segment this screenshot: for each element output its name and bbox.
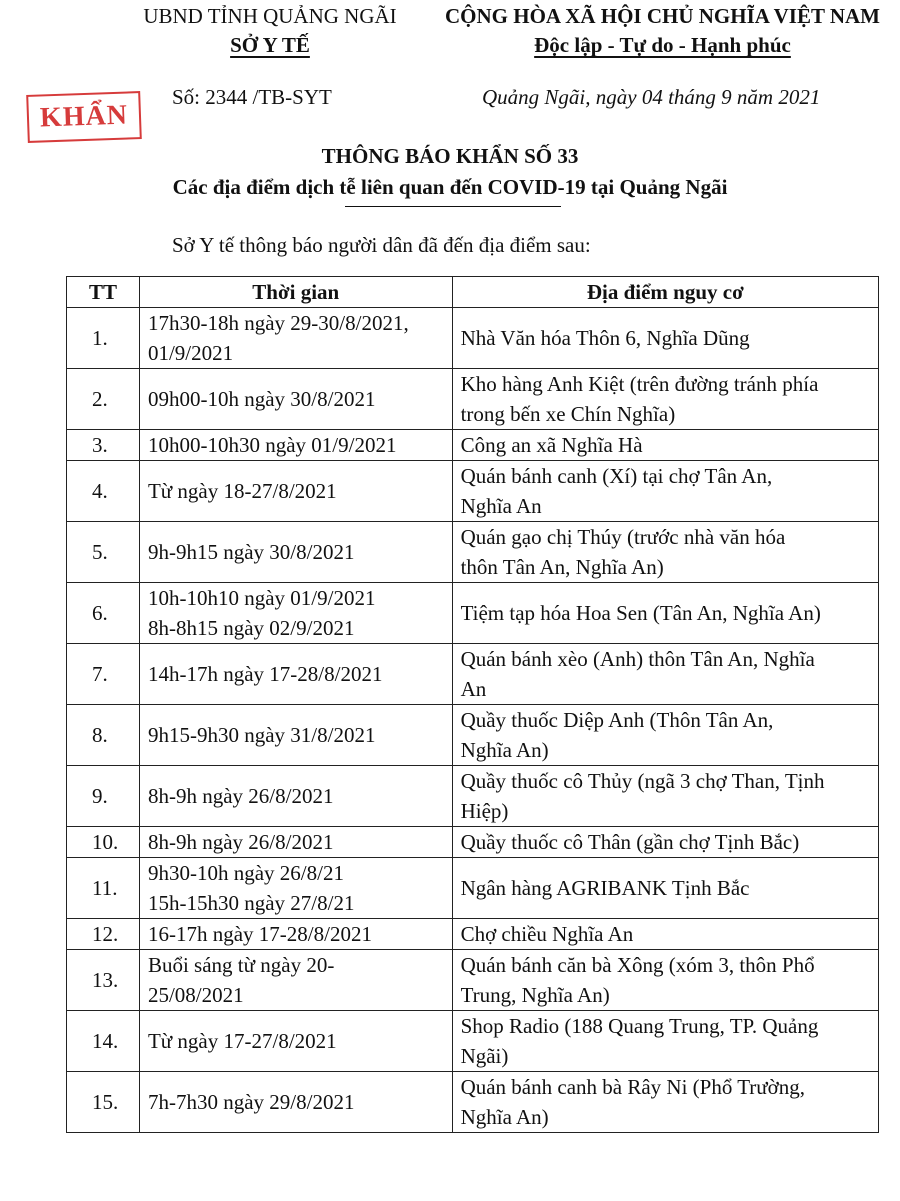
row-place-cell	[452, 1072, 878, 1133]
row-number: 4.	[67, 461, 140, 522]
place-line: Quán gạo chị Thúy (trước nhà văn hóa	[460, 525, 786, 549]
place-line: thôn Tân An, Nghĩa An)	[460, 555, 664, 579]
row-number: 3.	[67, 430, 140, 461]
time-line: 25/08/2021	[147, 983, 244, 1007]
row-place-cell	[452, 369, 878, 430]
time-line: 9h-9h15 ngày 30/8/2021	[147, 540, 355, 564]
row-place-cell	[452, 766, 878, 827]
row-place-cell	[452, 1011, 878, 1072]
table-row	[67, 430, 879, 461]
row-time-cell	[139, 705, 452, 766]
time-line: 8h-9h ngày 26/8/2021	[147, 784, 334, 808]
time-line: 15h-15h30 ngày 27/8/21	[147, 891, 355, 915]
time-line: 8h-8h15 ngày 02/9/2021	[147, 616, 355, 640]
time-line: 16-17h ngày 17-28/8/2021	[147, 922, 372, 946]
title-divider	[345, 206, 561, 207]
row-time-cell	[139, 583, 452, 644]
row-time-cell	[139, 461, 452, 522]
time-line: 01/9/2021	[147, 341, 234, 365]
place-line: trong bến xe Chín Nghĩa)	[460, 402, 676, 426]
row-place-cell	[452, 308, 878, 369]
place-line: Công an xã Nghĩa Hà	[460, 433, 643, 457]
table-row	[67, 369, 879, 430]
place-line: Chợ chiều Nghĩa An	[460, 922, 634, 946]
time-line: 9h30-10h ngày 26/8/21	[147, 861, 344, 885]
row-place-cell	[452, 644, 878, 705]
document-number: Số: 2344 /TB-SYT	[172, 85, 332, 109]
issuer-block	[105, 2, 435, 60]
place-line: Quầy thuốc Diệp Anh (Thôn Tân An,	[460, 708, 774, 732]
row-place-cell	[452, 461, 878, 522]
time-line: Buổi sáng từ ngày 20-	[147, 953, 335, 977]
table-row	[67, 705, 879, 766]
place-line: An	[460, 677, 487, 701]
row-number: 11.	[67, 858, 140, 919]
place-line: Quán bánh canh (Xí) tại chợ Tân An,	[460, 464, 773, 488]
row-time-cell	[139, 766, 452, 827]
row-time-cell	[139, 1072, 452, 1133]
place-line: Quầy thuốc cô Thân (gần chợ Tịnh Bắc)	[460, 830, 800, 854]
place-line: Quầy thuốc cô Thủy (ngã 3 chợ Than, Tịnh	[460, 769, 825, 793]
place-line: Trung, Nghĩa An)	[460, 983, 610, 1007]
table-row	[67, 461, 879, 522]
locations-table	[66, 276, 879, 1133]
table-body	[67, 308, 879, 1133]
row-time-cell	[139, 919, 452, 950]
row-number: 9.	[67, 766, 140, 827]
issuer-dept: SỞ Y TẾ	[230, 33, 310, 57]
place-line: Kho hàng Anh Kiệt (trên đường tránh phía	[460, 372, 819, 396]
table-row	[67, 1011, 879, 1072]
notice-title: THÔNG BÁO KHẨN SỐ 33	[321, 144, 579, 168]
time-line: Từ ngày 17-27/8/2021	[147, 1029, 337, 1053]
header-time: Thời gian	[139, 277, 452, 308]
row-place-cell	[452, 583, 878, 644]
document-date: Quảng Ngãi, ngày 04 tháng 9 năm 2021	[482, 85, 821, 109]
row-time-cell	[139, 644, 452, 705]
row-number: 7.	[67, 644, 140, 705]
place-line: Ngân hàng AGRIBANK Tịnh Bắc	[460, 876, 750, 900]
table-row	[67, 522, 879, 583]
row-time-cell	[139, 369, 452, 430]
row-place-cell	[452, 827, 878, 858]
national-motto: Độc lập - Tự do - Hạnh phúc	[534, 33, 791, 57]
row-place-cell	[452, 858, 878, 919]
table-row	[67, 1072, 879, 1133]
time-line: Từ ngày 18-27/8/2021	[147, 479, 337, 503]
row-number: 12.	[67, 919, 140, 950]
intro-text: Sở Y tế thông báo người dân đã đến địa điểm sau:	[172, 233, 591, 257]
place-line: Tiệm tạp hóa Hoa Sen (Tân An, Nghĩa An)	[460, 601, 821, 625]
place-line: Quán bánh canh bà Rây Ni (Phổ Trường,	[460, 1075, 806, 1099]
place-line: Nghĩa An	[460, 494, 542, 518]
time-line: 17h30-18h ngày 29-30/8/2021,	[147, 311, 409, 335]
row-number: 15.	[67, 1072, 140, 1133]
row-place-cell	[452, 950, 878, 1011]
place-line: Nhà Văn hóa Thôn 6, Nghĩa Dũng	[460, 326, 750, 350]
row-place-cell	[452, 430, 878, 461]
header-place: Địa điểm nguy cơ	[452, 277, 878, 308]
issuer-org: UBND TỈNH QUẢNG NGÃI	[143, 4, 397, 28]
row-place-cell	[452, 705, 878, 766]
table-row	[67, 583, 879, 644]
time-line: 9h15-9h30 ngày 31/8/2021	[147, 723, 376, 747]
row-time-cell	[139, 430, 452, 461]
row-number: 13.	[67, 950, 140, 1011]
row-time-cell	[139, 827, 452, 858]
time-line: 09h00-10h ngày 30/8/2021	[147, 387, 376, 411]
table-row	[67, 644, 879, 705]
row-number: 2.	[67, 369, 140, 430]
urgent-stamp: KHẨN	[26, 91, 142, 143]
row-time-cell	[139, 308, 452, 369]
national-header	[425, 2, 900, 60]
table-header-row	[67, 277, 879, 308]
time-line: 7h-7h30 ngày 29/8/2021	[147, 1090, 355, 1114]
place-line: Quán bánh căn bà Xông (xóm 3, thôn Phổ	[460, 953, 815, 977]
place-line: Hiệp)	[460, 799, 509, 823]
row-time-cell	[139, 950, 452, 1011]
row-number: 6.	[67, 583, 140, 644]
table-row	[67, 766, 879, 827]
table-row	[67, 950, 879, 1011]
table-row	[67, 827, 879, 858]
place-line: Nghĩa An)	[460, 1105, 549, 1129]
place-line: Ngãi)	[460, 1044, 509, 1068]
time-line: 10h-10h10 ngày 01/9/2021	[147, 586, 376, 610]
row-place-cell	[452, 919, 878, 950]
time-line: 10h00-10h30 ngày 01/9/2021	[147, 433, 397, 457]
place-line: Nghĩa An)	[460, 738, 549, 762]
time-line: 14h-17h ngày 17-28/8/2021	[147, 662, 383, 686]
nation-name: CỘNG HÒA XÃ HỘI CHỦ NGHĨA VIỆT NAM	[444, 4, 881, 28]
place-line: Shop Radio (188 Quang Trung, TP. Quảng	[460, 1014, 819, 1038]
row-number: 10.	[67, 827, 140, 858]
table-row	[67, 858, 879, 919]
table-row	[67, 308, 879, 369]
row-place-cell	[452, 522, 878, 583]
row-time-cell	[139, 1011, 452, 1072]
header-tt: TT	[67, 277, 140, 308]
place-line: Quán bánh xèo (Anh) thôn Tân An, Nghĩa	[460, 647, 815, 671]
row-number: 1.	[67, 308, 140, 369]
row-number: 8.	[67, 705, 140, 766]
table-row	[67, 919, 879, 950]
row-number: 14.	[67, 1011, 140, 1072]
notice-subtitle: Các địa điểm dịch tễ liên quan đến COVID-19 tại Quảng Ngãi	[172, 175, 728, 199]
time-line: 8h-9h ngày 26/8/2021	[147, 830, 334, 854]
row-time-cell	[139, 522, 452, 583]
row-number: 5.	[67, 522, 140, 583]
row-time-cell	[139, 858, 452, 919]
